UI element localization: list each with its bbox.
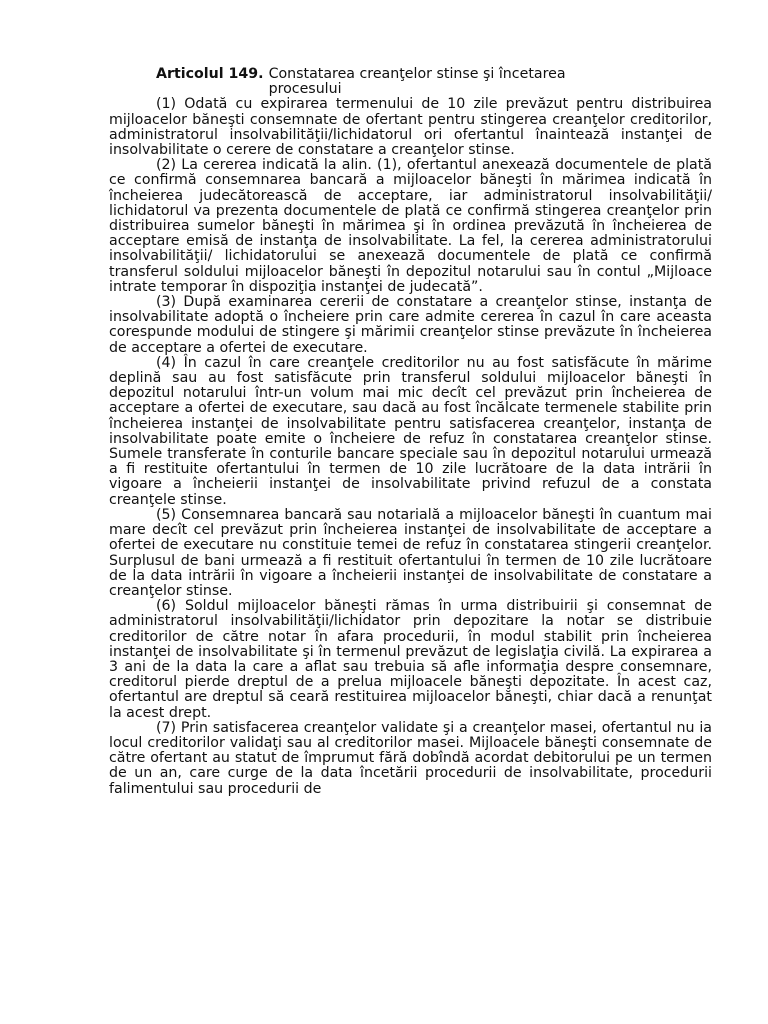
paragraph-1: (1) Odată cu expirarea termenului de 10 zile prevăzut pentru distribuirea mijloacelor băneşti consemnate de ofertant pentru stingerea creanţelor creditorilor, administratorul insolvabilităţii/lichidatorul ori ofertantul înaintează instanţei de insolvabilitate o cerere de constatare a creanţelor stinse. — [109, 96, 712, 159]
paragraph-4: (4) În cazul în care creanţele creditorilor nu au fost satisfăcute în mărime deplină sau au fost satisfăcute prin transferul soldului mijloacelor băneşti în depozitul notarului într-un volum mai mic decît cel prevăzut prin încheierea de acceptare a ofertei de executare, sau dacă au fost încălcate termenele stabilite prin încheierea instanţei de insolvabilitate pentru satisfacerea creanţelor, instanţa de insolvabilitate poate emite o încheiere de refuz în constatarea creanţelor stinse. Sumele transferate în conturile bancare speciale sau în depozitul notarului urmează a fi restituite ofertantului în termen de 10 zile lucrătoare de la data intrării în vigoare a încheierii instanţei de insolvabilitate privind refuzul de a constata creanţele stinse. — [109, 354, 712, 508]
article-number: Articolul 149. — [156, 66, 264, 82]
article-title: Constatarea creanţelor stinse şi încetarea procesului — [268, 66, 566, 98]
paragraph-3: (3) După examinarea cererii de constatare a creanţelor stinse, instanţa de insolvabilitate adoptă o încheiere prin care admite cererea în cazul în care aceasta corespunde modului de stingere şi mărimii creanţelor stinse prevăzute în încheierea de acceptare a ofertei de executare. — [109, 294, 712, 356]
article-heading — [156, 67, 712, 97]
paragraph-2: (2) La cererea indicată la alin. (1), ofertantul anexează documentele de plată ce confirmă consemnarea bancară a mijloacelor băneşti în mărimea indicată în încheierea judecătorească de acceptare, iar administratorul insolvabilităţii/ lichidatorul va prezenta documentele de plată ce confirmă stingerea creanţelor prin distribuirea sumelor băneşti în mărimea şi în ordinea prevăzută în încheierea de acceptare emisă de instanţa de insolvabilitate. La fel, la cererea administratorului insolvabilităţii/ lichidatorului se anexează documentele de plată ce confirmă transferul soldului mijloacelor băneşti în depozitul notarului sau în contul „Mijloace intrate temporar în dispoziţia instanţei de judecată”. — [109, 157, 712, 295]
paragraph-5: (5) Consemnarea bancară sau notarială a mijloacelor băneşti în cuantum mai mare decît cel prevăzut prin încheierea instanţei de insolvabilitate de acceptare a ofertei de executare nu constituie temei de refuz în constatarea stingerii creanţelor. Surplusul de bani urmează a fi restituit ofertantului în termen de 10 zile lucrătoare de la data intrării în vigoare a încheierii instanţei de insolvabilitate de constatare a creanţelor stinse. — [109, 506, 712, 599]
document-page — [109, 67, 712, 797]
paragraph-6: (6) Soldul mijloacelor băneşti rămas în urma distribuirii şi consemnat de administratorul insolvabilităţii/lichidator prin depozitare la notar se distribuie creditorilor de către notar în afara procedurii, în modul stabilit prin încheierea instanţei de insolvabilitate şi în termenul prevăzut de legislaţia civilă. La expirarea a 3 ani de la data la care a aflat sau trebuia să afle informaţia despre consemnare, creditorul pierde dreptul de a prelua mijloacele băneşti depozitate. În acest caz, ofertantul are dreptul să ceară restituirea mijloacelor băneşti, chiar dacă a renunţat la acest drept. — [109, 598, 712, 721]
paragraph-7: (7) Prin satisfacerea creanţelor validate şi a creanţelor masei, ofertantul nu ia locul creditorilor validaţi sau al creditorilor masei. Mijloacele băneşti consemnate de către ofertant au statut de împrumut fără dobîndă acordat debitorului pe un termen de un an, care curge de la data încetării procedurii de insolvabilitate, procedurii falimentului sau procedurii de — [109, 719, 712, 797]
